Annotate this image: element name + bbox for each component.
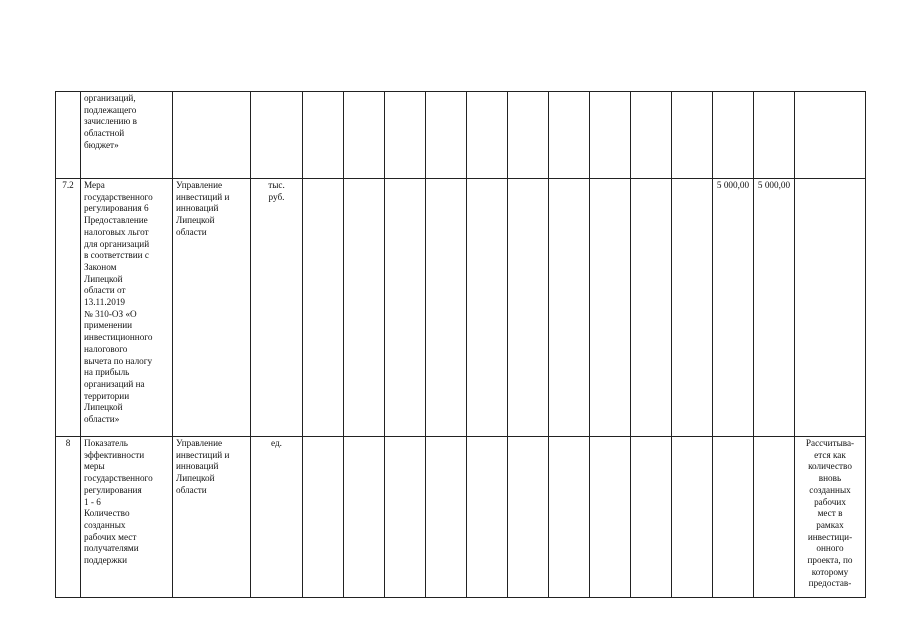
unit-of-measure-line: тыс. [268, 180, 285, 190]
value-cell [631, 437, 672, 598]
value-cell [754, 92, 795, 179]
row-name-line: территории [84, 390, 130, 401]
row-name-line: Липецкой [84, 273, 123, 284]
unit-of-measure [251, 92, 303, 179]
row-number: 7.2 [56, 179, 81, 437]
note-cell-line: ется как [814, 449, 846, 460]
value-cell [303, 92, 344, 179]
unit-of-measure [251, 437, 303, 598]
row-number [56, 92, 81, 179]
value-cell [590, 437, 631, 598]
value-cell [549, 437, 590, 598]
responsible-org-line: инвестиций и [176, 191, 230, 202]
note-cell-line: количество [808, 461, 852, 472]
value-cell [672, 92, 713, 179]
row-name-line: налогового [84, 343, 128, 354]
value-cell [590, 92, 631, 179]
note-cell [795, 92, 866, 179]
value-cell [303, 437, 344, 598]
row-name-line: Количество [84, 508, 130, 519]
row-name-line: Предоставление [84, 215, 148, 226]
value-cell [549, 92, 590, 179]
note-cell-line: вновь [818, 473, 842, 484]
value-cell [672, 179, 713, 437]
responsible-org [173, 92, 251, 179]
row-name-line: налоговых льгот [84, 226, 149, 237]
row-name-line: рабочих мест [84, 531, 137, 542]
responsible-org-line: Липецкой [176, 215, 215, 226]
value-cell [713, 92, 754, 179]
row-name [81, 437, 173, 598]
row-name-line: в соответствии с [84, 250, 149, 261]
value-cell [303, 179, 344, 437]
value-cell [344, 437, 385, 598]
note-cell-line: созданных [809, 484, 851, 495]
value-cell [672, 437, 713, 598]
responsible-org-line: инвестиций и [176, 449, 230, 460]
note-cell-line: онного [816, 543, 844, 554]
row-name-line: меры [84, 461, 105, 472]
value-cell [713, 437, 754, 598]
row-name-line: Законом [84, 261, 117, 272]
note-cell-line: рамках [816, 519, 844, 530]
value-cell [426, 92, 467, 179]
row-name-line: подлежащего [84, 104, 137, 115]
value-cell [508, 92, 549, 179]
value-cell [508, 179, 549, 437]
row-name-line: эффективности [84, 449, 145, 460]
row-name-line: государственного [84, 191, 153, 202]
unit-of-measure [251, 179, 303, 437]
note-cell [795, 179, 866, 437]
value-cell [467, 179, 508, 437]
row-name-line: инвестиционного [84, 332, 153, 343]
row-name-line: № 310-ОЗ «О [84, 308, 137, 319]
unit-of-measure-line: ед. [271, 438, 282, 448]
row-name [81, 92, 173, 179]
row-name-line: области» [84, 414, 120, 425]
value-cell: 5 000,00 [754, 179, 795, 437]
value-cell [467, 437, 508, 598]
row-name-line: Липецкой [84, 402, 123, 413]
table-row [56, 179, 866, 437]
value-cell [549, 179, 590, 437]
note-cell-line: Рассчитыва- [805, 438, 855, 448]
responsible-org-line: Липецкой [176, 473, 215, 484]
unit-of-measure-line: руб. [268, 191, 285, 202]
row-name [81, 179, 173, 437]
value-cell [631, 92, 672, 179]
value-cell [344, 92, 385, 179]
responsible-org-line: Управление [176, 438, 223, 448]
note-cell-line: предостав- [808, 578, 852, 589]
value-cell [385, 92, 426, 179]
value-cell [426, 179, 467, 437]
table-row [56, 437, 866, 598]
note-cell-line: мест в [817, 508, 843, 519]
note-cell [795, 437, 866, 598]
row-name-line: Показатель [84, 438, 128, 448]
row-number: 8 [56, 437, 81, 598]
responsible-org [173, 179, 251, 437]
value-cell [754, 437, 795, 598]
note-cell-line: которому [811, 566, 849, 577]
row-name-line: 1 - 6 [84, 496, 101, 507]
responsible-org-line: области [176, 226, 207, 237]
row-name-line: получателями [84, 543, 139, 554]
value-cell [467, 92, 508, 179]
row-name-line: регулирования 6 [84, 203, 149, 214]
row-name-line: государственного [84, 473, 153, 484]
value-cell [426, 437, 467, 598]
row-name-line: областной [84, 128, 125, 139]
note-cell-line: рабочих [814, 496, 846, 507]
row-name-line: организаций, [84, 93, 136, 103]
row-name-line: бюджет» [84, 139, 119, 150]
row-name-line: области от [84, 285, 126, 296]
row-name-line: регулирования [84, 484, 142, 495]
value-cell [590, 179, 631, 437]
row-name-line: для организаций [84, 238, 150, 249]
value-cell [385, 437, 426, 598]
value-cell [385, 179, 426, 437]
value-cell: 5 000,00 [713, 179, 754, 437]
note-cell-line: инвестици- [807, 531, 853, 542]
row-name-line: организаций на [84, 378, 145, 389]
program-indicators-table [55, 91, 866, 598]
row-name-line: поддержки [84, 555, 127, 566]
responsible-org-line: инноваций [176, 461, 219, 472]
value-cell [631, 179, 672, 437]
row-name-line: на прибыль [84, 367, 130, 378]
note-cell-line: проекта, по [807, 555, 853, 566]
row-name-line: созданных [84, 519, 126, 530]
table-row [56, 92, 866, 179]
responsible-org-line: инноваций [176, 203, 219, 214]
value-cell [344, 179, 385, 437]
row-name-line: Мера [84, 180, 105, 190]
responsible-org-line: Управление [176, 180, 223, 190]
row-name-line: применении [84, 320, 133, 331]
responsible-org [173, 437, 251, 598]
row-name-line: вычета по налогу [84, 355, 153, 366]
row-name-line: 13.11.2019 [84, 297, 126, 308]
value-cell [508, 437, 549, 598]
responsible-org-line: области [176, 484, 207, 495]
row-name-line: зачислению в [84, 116, 137, 127]
